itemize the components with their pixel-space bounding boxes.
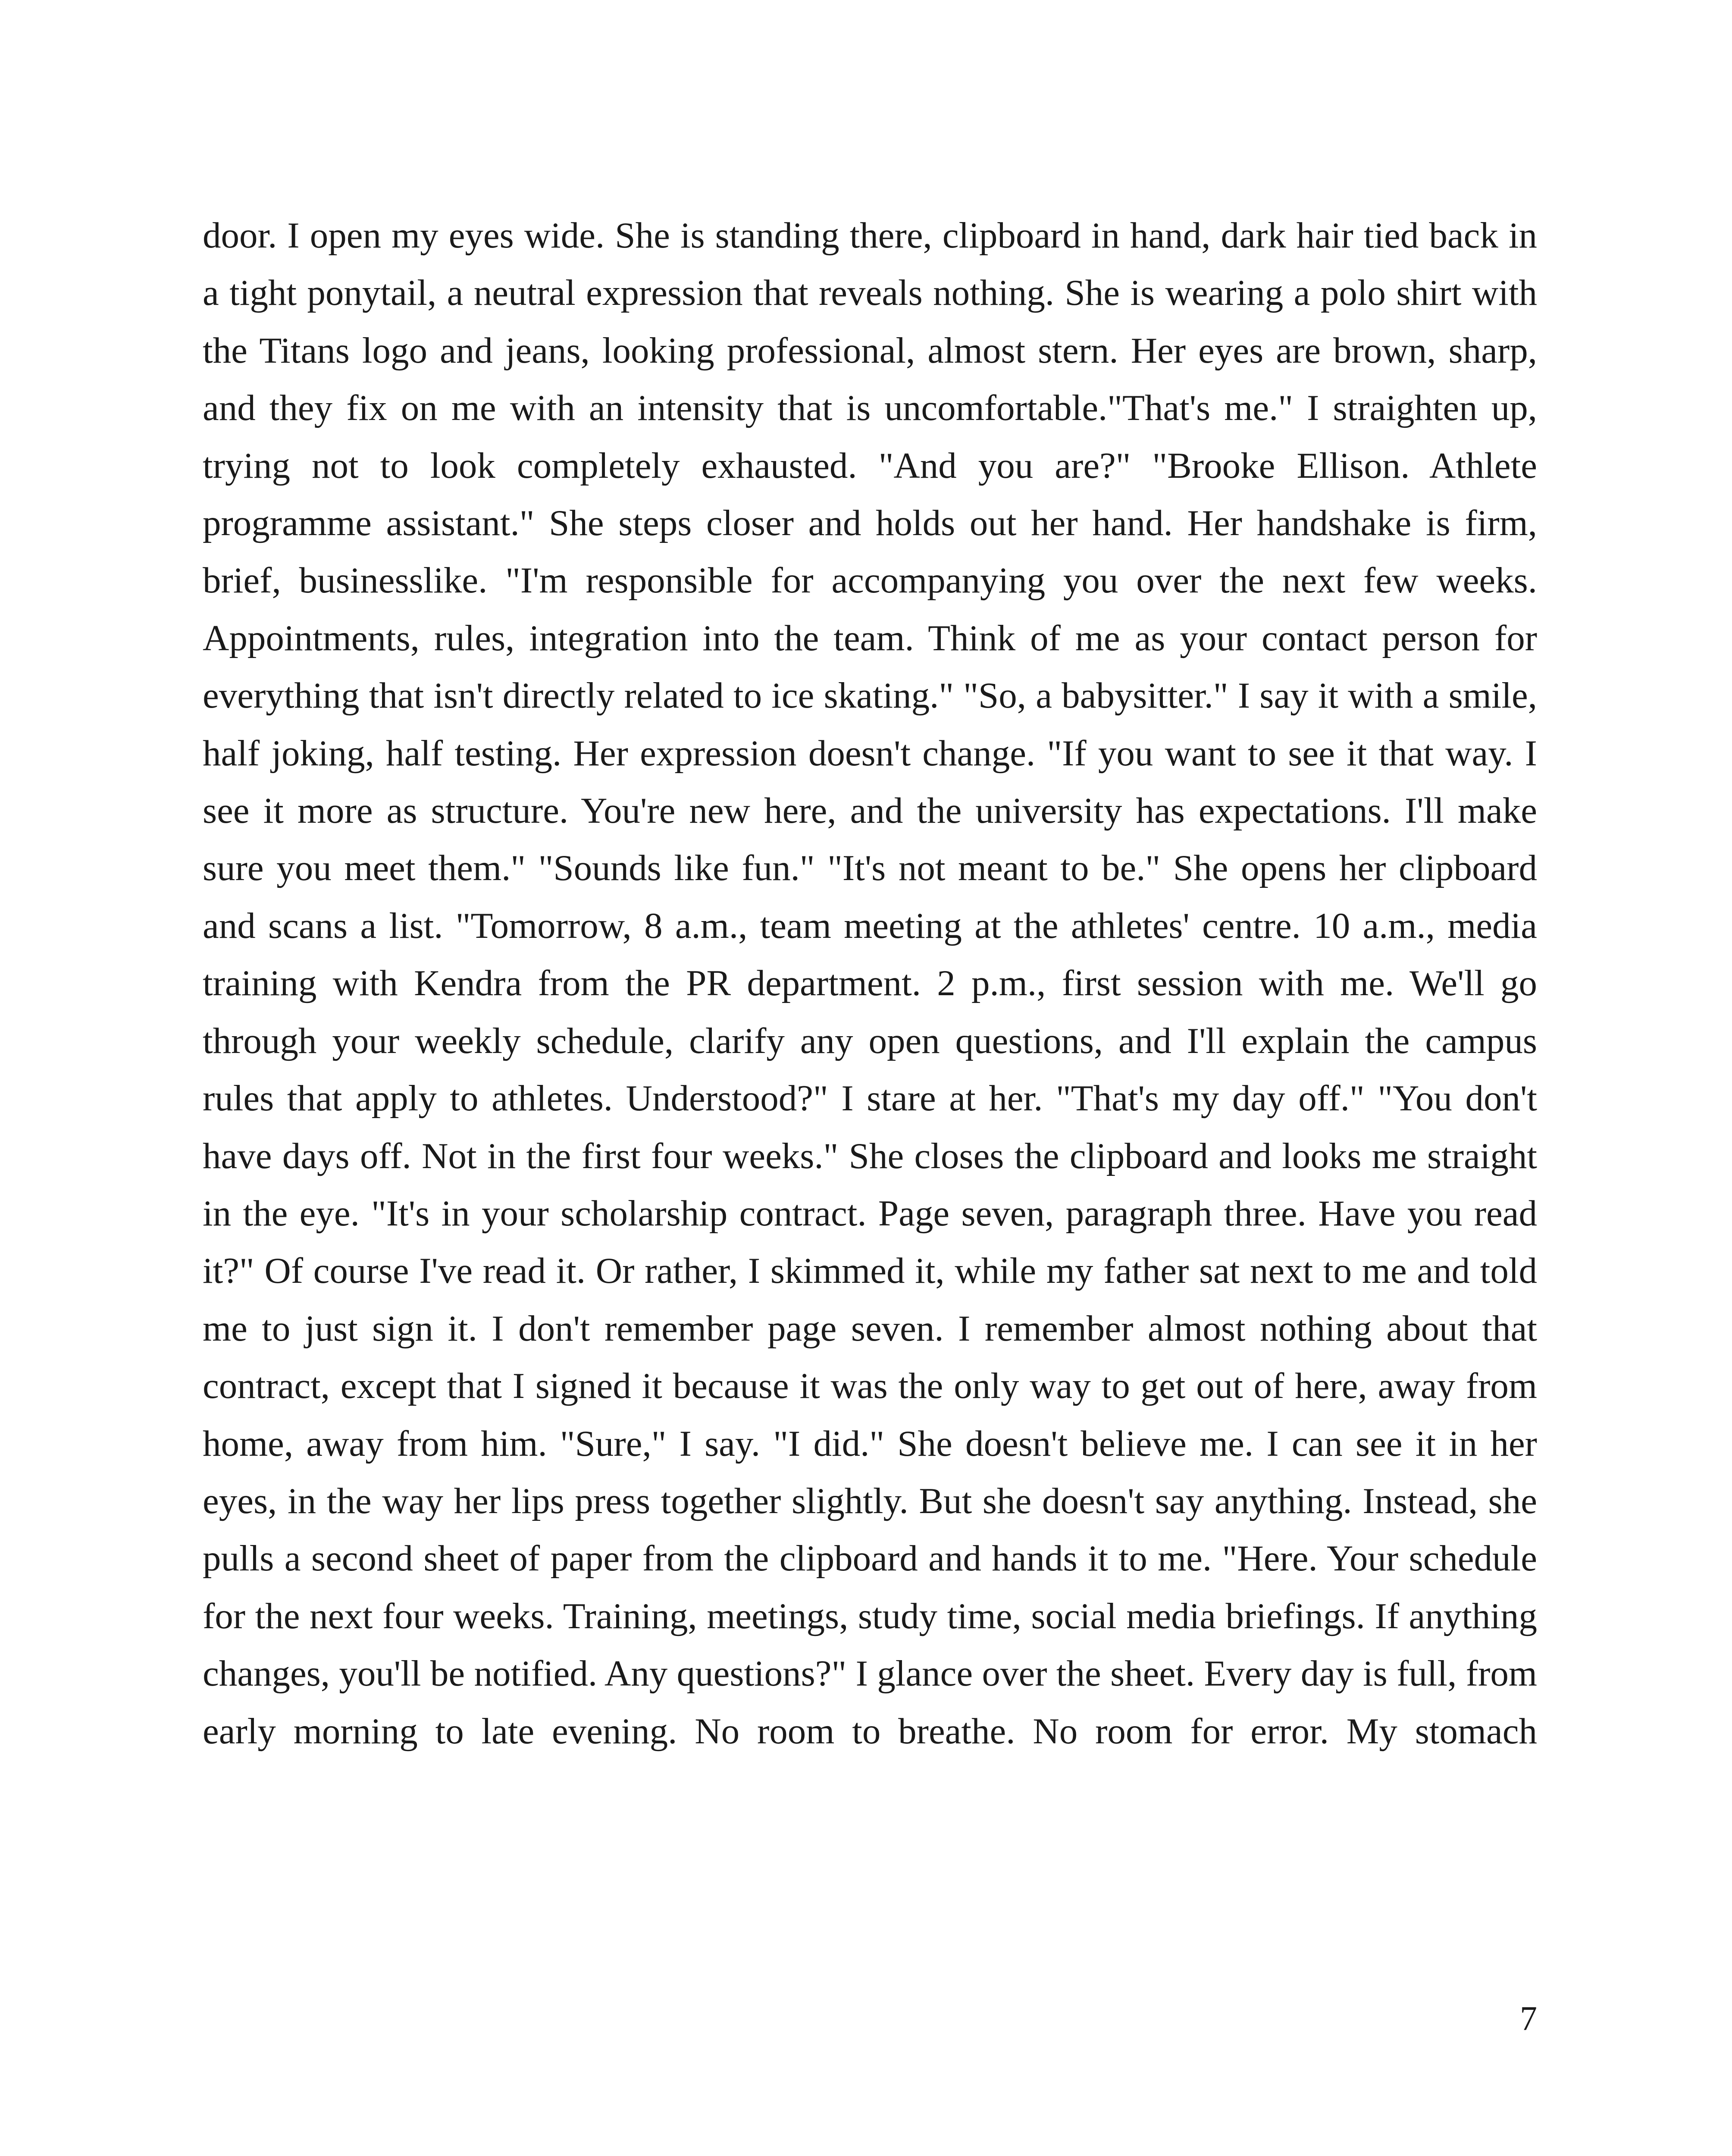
body-paragraph: door. I open my eyes wide. She is standing there, clipboard in hand, dark hair tied back in a tight ponytail, a neutral expression that reveals nothing. She is wearing a polo shirt with the Titans logo and jeans, looking professional, almost stern. Her eyes are brown, sharp, and they fix on me with an intensity that is uncomfortable."That's me." I straighten up, trying not to look completely exhausted. "And you are?" "Brooke Ellison. Athlete programme assistant." She steps closer and holds out her hand. Her handshake is firm, brief, businesslike. "I'm responsible for accompanying you over the next few weeks. Appointments, rules, integration into the team. Think of me as your contact person for everything that isn't directly related to ice skating." "So, a babysitter." I say it with a smile, half joking, half testing. Her expression doesn't change. "If you want to see it that way. I see it more as structure. You're new here, and the university has expectations. I'll make sure you meet them." "Sounds like fun." "It's not meant to be." She opens her clipboard and scans a list. "Tomorrow, 8 a.m., team meeting at the athletes' centre. 10 a.m., media training with Kendra from the PR department. 2 p.m., first session with me. We'll go through your weekly schedule, clarify any open questions, and I'll explain the campus rules that apply to athletes. Understood?" I stare at her. "That's my day off." "You don't have days off. Not in the first four weeks." She closes the clipboard and looks me straight in the eye. "It's in your scholarship contract. Page seven, paragraph three. Have you read it?" Of course I've read it. Or rather, I skimmed it, while my father sat next to me and told me to just sign it. I don't remember page seven. I remember almost nothing about that contract, except that I signed it because it was the only way to get out of here, away from home, away from him. "Sure," I say. "I did." She doesn't believe me. I can see it in her eyes, in the way her lips press together slightly. But she doesn't say anything. Instead, she pulls a second sheet of paper from the clipboard and hands it to me. "Here. Your schedule for the next four weeks. Training, meetings, study time, social media briefings. If anything changes, you'll be notified. Any questions?" I glance over the sheet. Every day is full, from early morning to late evening. No room to breathe. No room for error. My stomach [203,215,1537,1752]
page-number: 7 [1520,2000,1537,2038]
